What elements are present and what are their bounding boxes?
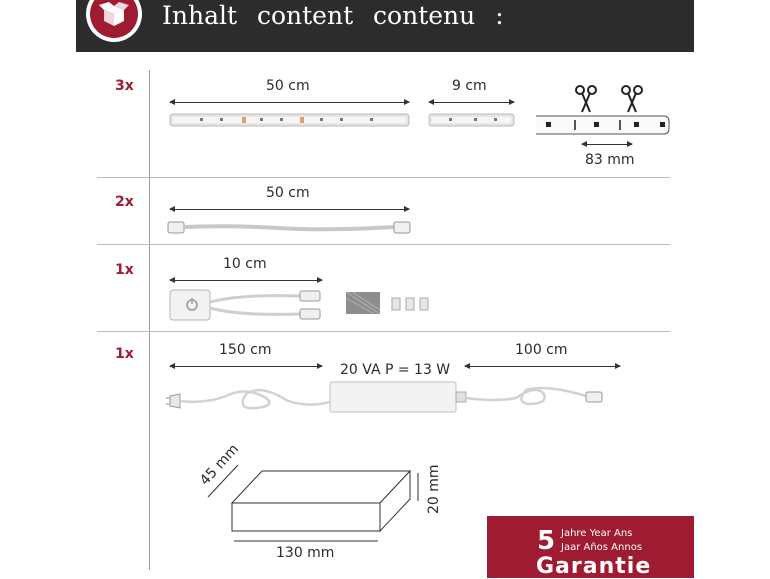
quantity-label: 3x: [115, 78, 134, 94]
dimension-arrow: [582, 144, 632, 145]
input-cable-length: 150 cm: [219, 342, 272, 358]
connector-cable: [168, 221, 410, 235]
box-icon: [86, 0, 142, 42]
led-strip-cut-segment: [536, 114, 670, 136]
dimension-arrow: [170, 366, 322, 367]
guarantee-years: 5: [537, 526, 556, 556]
controller-cable-length: 10 cm: [223, 256, 267, 272]
led-strip-short: [429, 114, 515, 126]
controller-with-cable: [170, 288, 330, 322]
row-divider: [97, 244, 670, 245]
column-divider: [149, 70, 150, 570]
box-depth: 45 mm: [197, 441, 243, 489]
box-width: 130 mm: [276, 545, 335, 561]
row-divider: [97, 177, 670, 178]
guarantee-line-2: Jaar Años Annos: [561, 542, 643, 553]
box-height: 20 mm: [426, 464, 442, 514]
power-rating: 20 VA P = 13 W: [340, 362, 451, 378]
scissors-icon: [620, 84, 644, 114]
end-caps: [392, 298, 432, 312]
dimension-arrow: [429, 102, 514, 103]
dimension-arrow: [170, 280, 322, 281]
page-title: Inhalt content contenu :: [162, 1, 504, 30]
cable-length: 50 cm: [266, 185, 310, 201]
led-strip-long: [170, 114, 410, 126]
dimension-arrow: [170, 102, 409, 103]
header-bar: [76, 0, 694, 52]
quantity-label: 1x: [115, 346, 134, 362]
dimension-arrow: [465, 366, 620, 367]
guarantee-line-1: Jahre Year Ans: [561, 528, 633, 539]
power-supply-with-cables: [166, 382, 626, 422]
cut-distance: 83 mm: [585, 152, 635, 168]
quantity-label: 1x: [115, 262, 134, 278]
row-divider: [97, 331, 670, 332]
guarantee-word: Garantie: [536, 554, 652, 579]
dimension-arrow: [170, 209, 409, 210]
scissors-icon: [574, 84, 598, 114]
quantity-label: 2x: [115, 194, 134, 210]
output-cable-length: 100 cm: [515, 342, 568, 358]
dimension-box-drawing: [232, 467, 432, 547]
adhesive-pad: [346, 292, 380, 314]
strip-short-length: 9 cm: [452, 78, 487, 94]
guarantee-badge: [487, 516, 694, 578]
strip-long-length: 50 cm: [266, 78, 310, 94]
